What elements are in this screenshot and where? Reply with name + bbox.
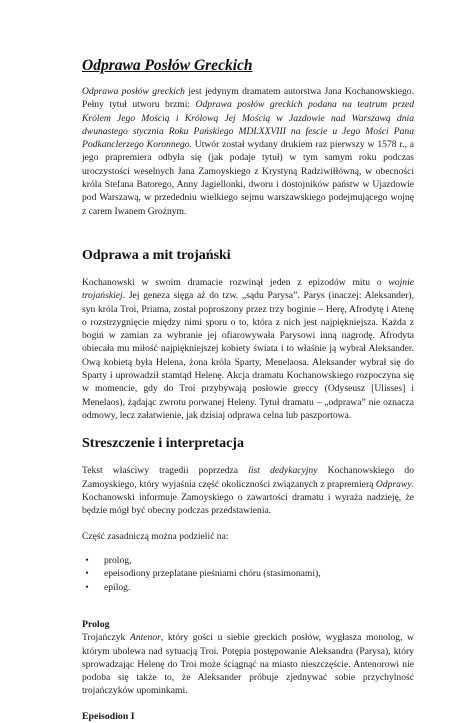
myth-italic-1: wojnie trojańskiej bbox=[82, 276, 414, 302]
section-heading-summary: Streszczenie i interpretacja bbox=[82, 436, 244, 452]
list-item-text: prolog, bbox=[104, 554, 132, 566]
prolog-italic-1: Antenor bbox=[129, 632, 161, 644]
parts-intro: Część zasadniczą można podzielić na: bbox=[82, 531, 229, 543]
myth-paragraph bbox=[82, 276, 414, 422]
list-item bbox=[82, 567, 414, 581]
prolog-heading: Prolog bbox=[82, 619, 110, 631]
intro-text-1: jest jedynym dramatem autorstwa Jana Kochanowskiego. Pełny tytuł utworu brzmi: bbox=[82, 86, 415, 111]
list-item-text: epeisodiony przeplatane pieśniami chóru (stasimonami), bbox=[104, 568, 321, 580]
intro-full-title: Odprawa posłów greckich podana na teatrum przed Królem Jego Mością i Królową Jej Mością w Jazdowie nad Warszawą dnia dwunastego stycznia Roku Pańskiego MDLXXVIII na fescie u Jego Mości Pana Podkanclerzego Koronnego. bbox=[82, 99, 414, 151]
list-item bbox=[82, 554, 414, 568]
intro-paragraph bbox=[82, 85, 414, 218]
bullet-icon: • bbox=[85, 581, 89, 593]
spacer bbox=[82, 517, 414, 530]
bullet-icon: • bbox=[85, 554, 89, 566]
episode1-block bbox=[82, 710, 414, 723]
summary-text-3: . Kochanowski informuje Zamoyskiego o zawartości dramatu i wyraża nadzieję, że będzie mógł być obecny podczas przedstawienia. bbox=[82, 478, 414, 517]
myth-text-2: . Jej geneza sięga aż do tzw. „sądu Parysa”. Parys (inaczej: Aleksander), syn króla Troi, Priama, został poproszony przez trzy boginie – Herę, Afrodytę i Atenę o rozstrzygnięcie między nimi sporu o to, która z nich jest najpiękniejsza. Każda z bogiń w zamian za wybranie jej ofiarowywała Parysowi inną nagrodę. Afrodyta obiecała mu miłość najpiękniejszej kobiety świata i to właśnie ją wybrał Aleksander. Ową kobietą była Helena, żona króla Sparty, Menelaosa. Aleksander wybrał się do Sparty i uprowadził stamtąd Helenę. Akcja dramatu Kochanowskiego rozpoczyna się w momencie, gdy do Troi przybywają posłowie greccy (Odyseusz [Ulisses] i Menelaos), żądając zwrotu porwanej Heleny. Tytuł dramatu – „odprawa” nie oznacza odmowy, lecz załatwienie, jak dzisiaj odprawa celna lub paszportowa. bbox=[82, 290, 414, 421]
summary-text-1: Tekst właściwy tragedii poprzedza bbox=[82, 465, 249, 477]
summary-text-2: Kochanowskiego do Zamoyskiego, który wyjaśnia część okoliczności związanych z prapremierą bbox=[82, 465, 415, 490]
prolog-block bbox=[82, 618, 414, 697]
prolog-text-1: Trojańczyk bbox=[82, 632, 130, 644]
summary-italic-1: list dedykacyjny bbox=[248, 465, 318, 477]
parts-list bbox=[82, 554, 414, 595]
episode1-heading: Epeisodion I bbox=[82, 710, 135, 722]
summary-italic-2: Odprawy bbox=[375, 478, 412, 490]
bullet-icon: • bbox=[85, 568, 89, 580]
prolog-text-2: , który gości u siebie greckich posłów, wygłasza monolog, w którym ubolewa nad sytuacją Troi. Potępia postępowanie Aleksandra (Parysa), który sprowadzając Helenę do Troi może ściągnąć na miasto nieszczęście. Antenorowi nie podoba się także to, że Aleksander próbuje zjednywać sobie przychylność trojańczyków upominkami. bbox=[82, 632, 414, 697]
intro-lead-italic: Odprawa posłów greckich bbox=[82, 86, 185, 97]
list-item-text: epilog. bbox=[104, 581, 131, 593]
intro-text-2: Utwór został wydany drukiem raz pierwszy w 1578 r., a jego prapremiera odbyła się (jak podaje tytuł) w tym samym roku podczas uroczystości weselnych Jana Zamoyskiego z Krystyną Radziwiłłówną, w obecności króla Stefana Batorego, Anny Jagiellonki, dworu i dostojników państw w Ujazdowie pod Warszawą, w przededniu wielkiego sejmu warszawskiego podejmującego wojnę z carem Iwanem Groźnym. bbox=[82, 139, 414, 217]
list-item bbox=[82, 581, 414, 595]
section-heading-myth: Odprawa a mit trojański bbox=[82, 247, 231, 263]
prolog-paragraph bbox=[82, 631, 414, 697]
summary-paragraph bbox=[82, 464, 414, 517]
myth-text-1: Kochanowski w swoim dramacie rozwinął jeden z epizodów mitu o bbox=[82, 276, 389, 288]
page-title: Odprawa Posłów Greckich bbox=[82, 57, 253, 74]
